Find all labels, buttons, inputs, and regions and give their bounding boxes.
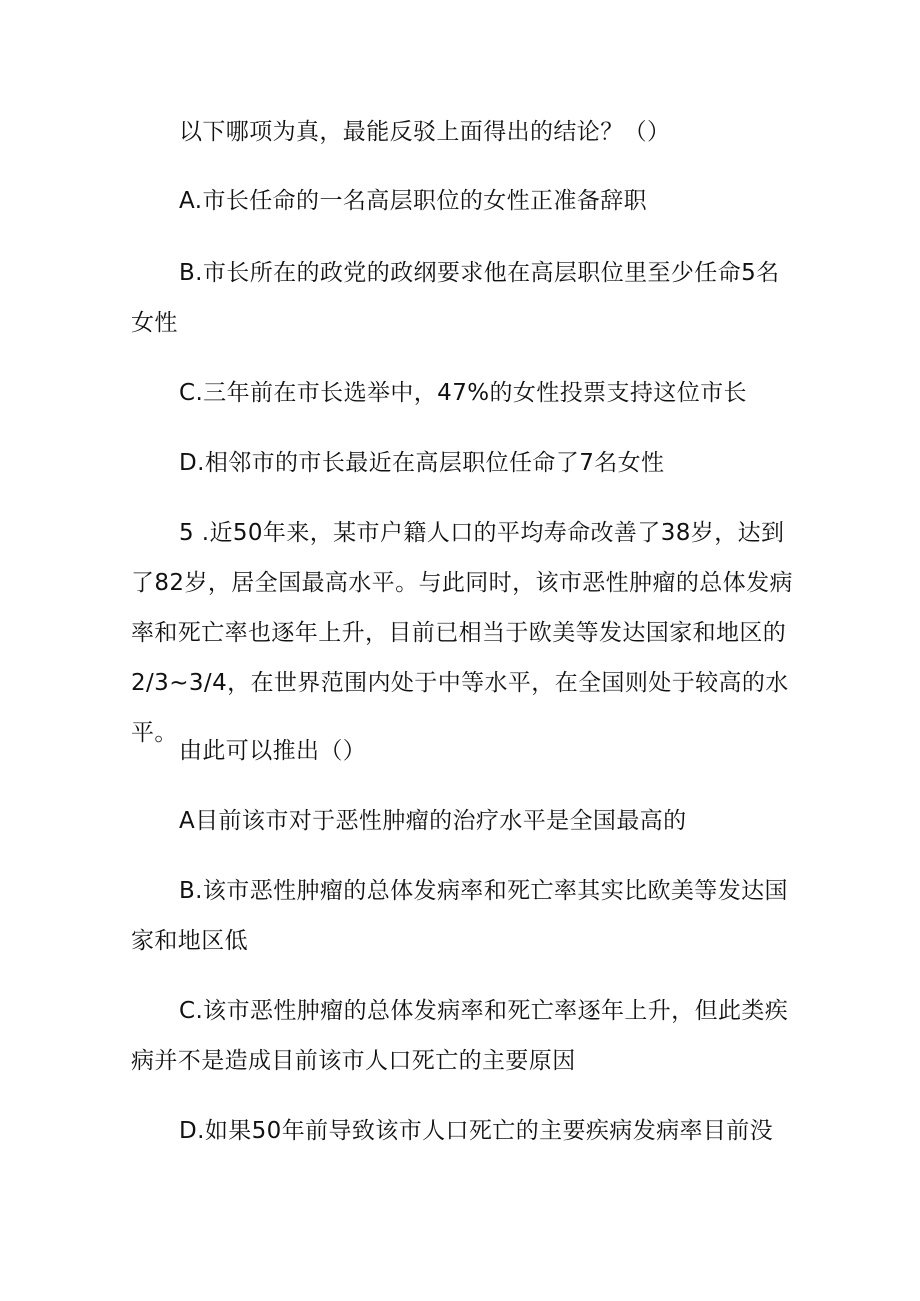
question-5-prompt: 由此可以推出（） xyxy=(179,738,367,764)
question-5-option-a: A目前该市对于恶性肿瘤的治疗水平是全国最高的 xyxy=(179,808,687,834)
question-4-option-d: D.相邻市的市长最近在高层职位任命了7名女性 xyxy=(179,450,665,476)
question-5-option-d: D.如果50年前导致该市人口死亡的主要疾病发病率目前没 xyxy=(179,1118,774,1144)
question-5-option-b: B.该市恶性肿瘤的总体发病率和死亡率其实比欧美等发达国家和地区低 xyxy=(131,878,788,954)
question-4-prompt: 以下哪项为真，最能反驳上面得出的结论？（） xyxy=(179,119,671,145)
question-4-option-c: C.三年前在市长选举中，47%的女性投票支持这位市长 xyxy=(179,380,747,406)
question-5-stem: 5 .近50年来，某市户籍人口的平均寿命改善了38岁，达到了82岁，居全国最高水平。与此同时，该市恶性肿瘤的总体发病率和死亡率也逐年上升，目前已相当于欧美等发达国家和地区的2/3~3/4，在世界范围内处于中等水平，在全国则处于较高的水平。 xyxy=(131,520,793,746)
question-5-option-c: C.该市恶性肿瘤的总体发病率和死亡率逐年上升，但此类疾病并不是造成目前该市人口死亡的主要原因 xyxy=(131,998,789,1074)
question-4-option-b: B.市长所在的政党的政纲要求他在高层职位里至少任命5名女性 xyxy=(131,260,780,336)
question-4-option-a: A.市长任命的一名高层职位的女性正准备辞职 xyxy=(179,188,648,214)
